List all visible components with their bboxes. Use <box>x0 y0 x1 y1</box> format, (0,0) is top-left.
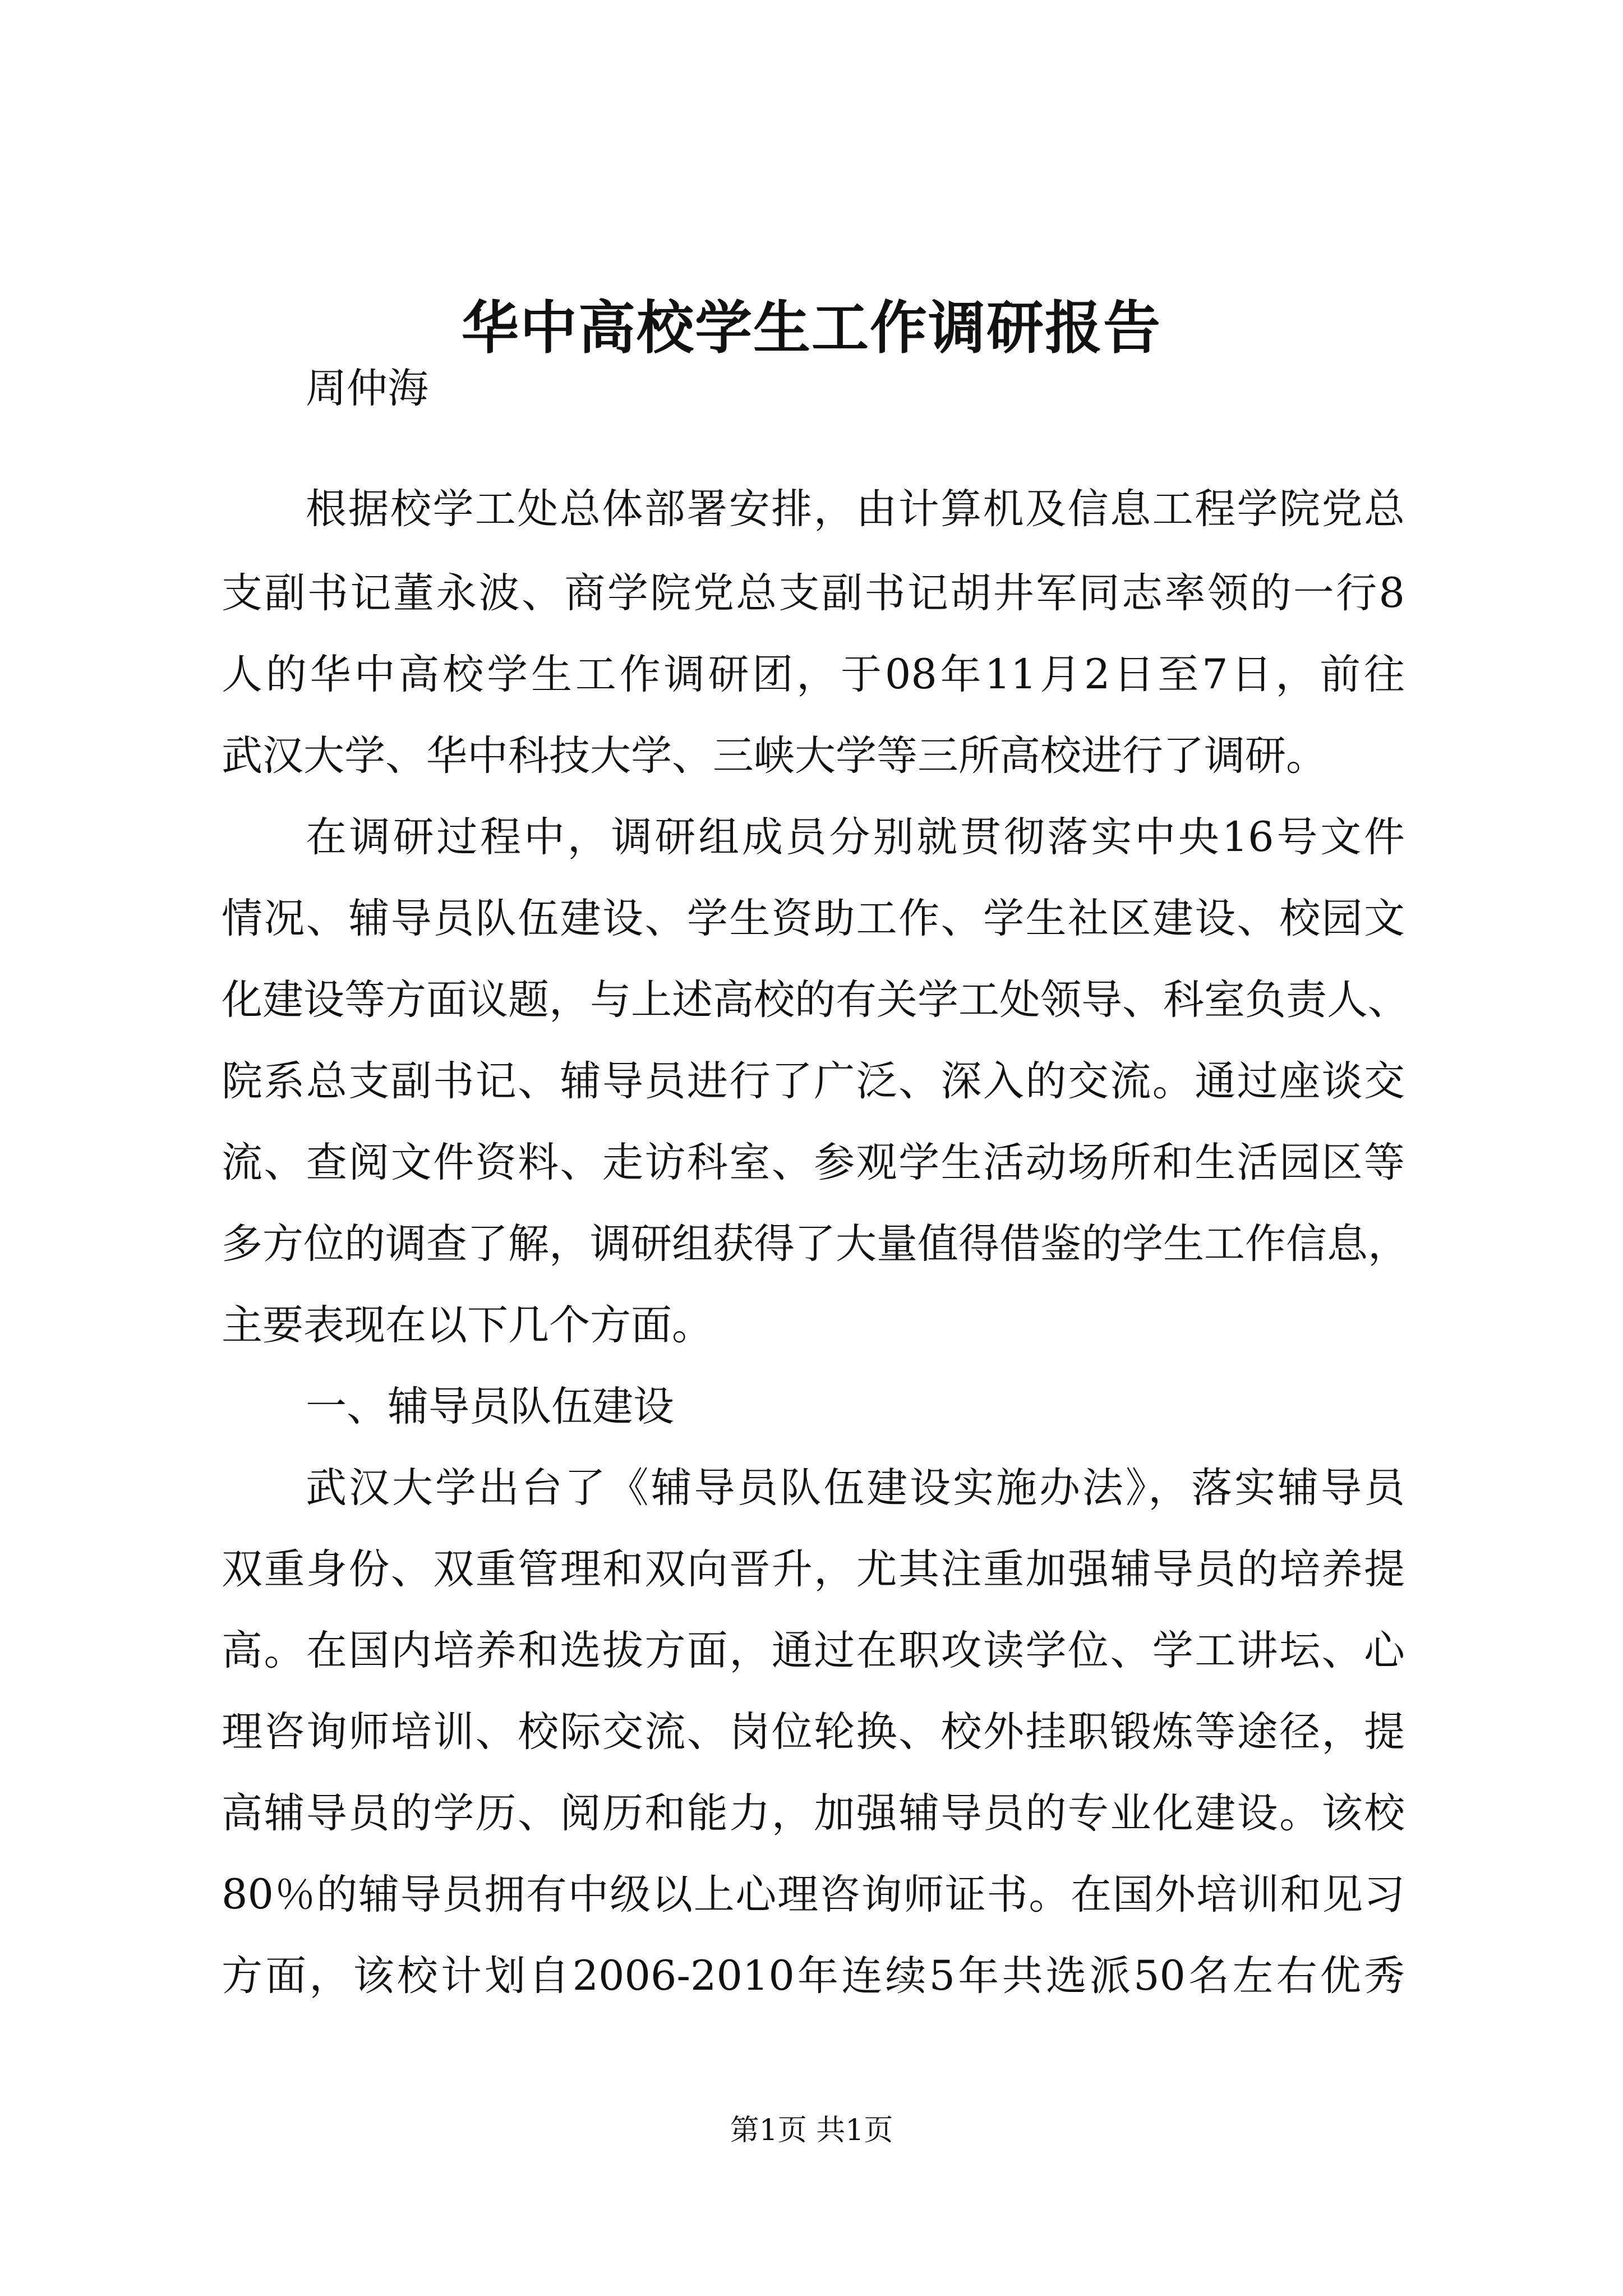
paragraph-line: 多方位的调查了解，调研组获得了大量值得借鉴的学生工作信息， <box>222 1220 1409 1268</box>
paragraph-line: 院系总支副书记、辅导员进行了广泛、深入的交流。通过座谈交 <box>222 1057 1405 1105</box>
paragraph-line: 支副书记董永波、商学院党总支副书记胡井军同志率领的一行8 <box>222 569 1405 617</box>
author-name: 周仲海 <box>306 365 428 412</box>
paragraph-line: 双重身份、双重管理和双向晋升，尤其注重加强辅导员的培养提 <box>222 1545 1405 1593</box>
paragraph-line: 根据校学工处总体部署安排，由计算机及信息工程学院党总 <box>306 485 1405 533</box>
paragraph-line: 方面，该校计划自2006-2010年连续5年共选派50名左右优秀 <box>222 1952 1405 2000</box>
paragraph-line: 流、查阅文件资料、走访科室、参观学生活动场所和生活园区等 <box>222 1139 1405 1186</box>
page-footer: 第1页 共1页 <box>730 2114 893 2147</box>
paragraph-line: 高。在国内培养和选拔方面，通过在职攻读学位、学工讲坛、心 <box>222 1627 1405 1674</box>
paragraph-line: 主要表现在以下几个方面。 <box>222 1301 713 1349</box>
paragraph-line: 武汉大学、华中科技大学、三峡大学等三所高校进行了调研。 <box>222 732 1327 780</box>
paragraph-line: 理咨询师培训、校际交流、岗位轮换、校外挂职锻炼等途径，提 <box>222 1708 1405 1756</box>
paragraph-line: 武汉大学出台了《辅导员队伍建设实施办法》，落实辅导员 <box>306 1464 1405 1512</box>
section-heading: 一、辅导员队伍建设 <box>306 1383 674 1430</box>
paragraph-line: 化建设等方面议题，与上述高校的有关学工处领导、科室负责人、 <box>222 976 1409 1024</box>
paragraph-line: 在调研过程中，调研组成员分别就贯彻落实中央16号文件 <box>306 813 1405 861</box>
paragraph-line: 高辅导员的学历、阅历和能力，加强辅导员的专业化建设。该校 <box>222 1789 1405 1837</box>
paragraph-line: 80％的辅导员拥有中级以上心理咨询师证书。在国外培训和见习 <box>222 1871 1405 1918</box>
paragraph-line: 情况、辅导员队伍建设、学生资助工作、学生社区建设、校园文 <box>222 895 1405 942</box>
paragraph-line: 人的华中高校学生工作调研团，于08年11月2日至7日，前往 <box>222 651 1405 698</box>
document-title: 华中高校学生工作调研报告 <box>462 295 1161 362</box>
